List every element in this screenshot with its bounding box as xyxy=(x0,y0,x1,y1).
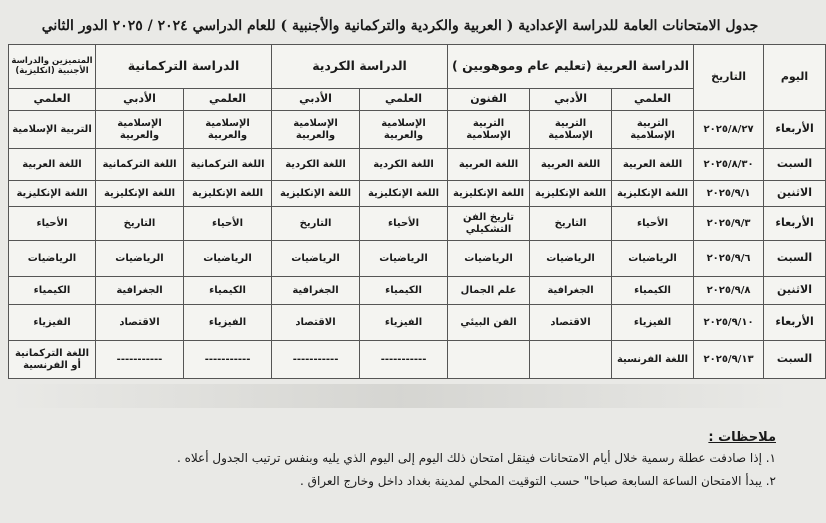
cell-date: ٢٠٢٥/٩/٦ xyxy=(694,241,764,277)
cell-subject: التربية الإسلامية xyxy=(448,111,530,149)
sub-header-arabic-scientific: العلمي xyxy=(612,89,694,111)
sub-header-kurdish-scientific: العلمي xyxy=(360,89,448,111)
cell-date: ٢٠٢٥/٨/٢٧ xyxy=(694,111,764,149)
cell-subject: اللغة الفرنسية xyxy=(612,341,694,379)
header-kurdish-group: الدراسة الكردية xyxy=(272,45,448,89)
cell-subject: اللغة الإنكليزية xyxy=(184,181,272,207)
cell-subject: الكيمياء xyxy=(184,277,272,305)
sub-header-arabic-arts: الفنون xyxy=(448,89,530,111)
header-turkmen-group: الدراسة التركمانية xyxy=(96,45,272,89)
table-row xyxy=(9,149,826,181)
cell-subject: الكيمياء xyxy=(9,277,96,305)
cell-subject: الإسلامية والعربية xyxy=(96,111,184,149)
cell-subject: اللغة الإنكليزية xyxy=(9,181,96,207)
page-title: جدول الامتحانات العامة للدراسة الإعدادية ( العربية والكردية والتركمانية والأجنبية ) للعام الدراسي ٢٠٢٤ / ٢٠٢٥ الدور الثاني xyxy=(41,18,759,34)
cell-subject: اللغة العربية xyxy=(612,149,694,181)
cell-day: الأربعاء xyxy=(764,305,826,341)
cell-subject xyxy=(530,341,612,379)
table-row xyxy=(9,341,826,379)
group-header-row xyxy=(9,45,826,89)
cell-day: السبت xyxy=(764,149,826,181)
table-row xyxy=(9,181,826,207)
table-row xyxy=(9,277,826,305)
notes-title: ملاحظات : xyxy=(708,430,776,445)
cell-subject: الرياضيات xyxy=(272,241,360,277)
cell-subject: اللغة العربية xyxy=(530,149,612,181)
cell-subject: الفيزياء xyxy=(184,305,272,341)
cell-subject: الرياضيات xyxy=(360,241,448,277)
table-row xyxy=(9,111,826,149)
page-shadow-band xyxy=(10,384,790,408)
cell-subject: ----------- xyxy=(272,341,360,379)
header-day: اليوم xyxy=(764,45,826,111)
cell-subject: الأحياء xyxy=(184,207,272,241)
cell-day: السبت xyxy=(764,341,826,379)
cell-subject: الجغرافية xyxy=(530,277,612,305)
cell-subject: اللغة الإنكليزية xyxy=(360,181,448,207)
cell-subject: اللغة الإنكليزية xyxy=(96,181,184,207)
cell-subject: اللغة الكردية xyxy=(272,149,360,181)
cell-subject: الرياضيات xyxy=(448,241,530,277)
sub-header-foreign-scientific: العلمي xyxy=(9,89,96,111)
cell-date: ٢٠٢٥/٩/٣ xyxy=(694,207,764,241)
cell-subject: اللغة الإنكليزية xyxy=(272,181,360,207)
cell-subject: الرياضيات xyxy=(184,241,272,277)
cell-subject: الفيزياء xyxy=(612,305,694,341)
cell-subject: اللغة الإنكليزية xyxy=(612,181,694,207)
cell-subject: اللغة التركمانية أو الفرنسية xyxy=(9,341,96,379)
note-item: ١. إذا صادفت عطلة رسمية خلال أيام الامتحانات فينقل امتحان ذلك اليوم إلى اليوم الذي يليه وبنفس ترتيب الجدول أعلاه . xyxy=(176,451,776,465)
cell-subject: الرياضيات xyxy=(9,241,96,277)
cell-subject: الاقتصاد xyxy=(96,305,184,341)
cell-subject: ----------- xyxy=(360,341,448,379)
cell-subject: التربية الإسلامية xyxy=(9,111,96,149)
cell-subject: التربية الإسلامية xyxy=(612,111,694,149)
cell-subject: الرياضيات xyxy=(530,241,612,277)
cell-day: الاثنين xyxy=(764,277,826,305)
header-date: التاريخ xyxy=(694,45,764,111)
cell-subject: الجغرافية xyxy=(96,277,184,305)
header-foreign-group: المتميزين والدراسة الأجنبية (انكليزية) xyxy=(9,45,96,89)
cell-subject: الكيمياء xyxy=(612,277,694,305)
cell-subject: الاقتصاد xyxy=(530,305,612,341)
cell-subject: الرياضيات xyxy=(612,241,694,277)
cell-subject: الجغرافية xyxy=(272,277,360,305)
cell-subject: ----------- xyxy=(184,341,272,379)
table-row xyxy=(9,207,826,241)
cell-subject: الأحياء xyxy=(612,207,694,241)
cell-day: الاثنين xyxy=(764,181,826,207)
cell-subject: الاقتصاد xyxy=(272,305,360,341)
cell-subject: الفيزياء xyxy=(9,305,96,341)
sub-header-turkmen-literary: الأدبي xyxy=(96,89,184,111)
note-item: ٢. يبدأ الامتحان الساعة السابعة صباحا" حسب التوقيت المحلي لمدينة بغداد داخل وخارج العراق . xyxy=(300,474,776,488)
cell-subject: اللغة التركمانية xyxy=(96,149,184,181)
cell-date: ٢٠٢٥/٨/٣٠ xyxy=(694,149,764,181)
cell-subject: الأحياء xyxy=(9,207,96,241)
cell-date: ٢٠٢٥/٩/١٣ xyxy=(694,341,764,379)
cell-subject: اللغة العربية xyxy=(448,149,530,181)
cell-subject: الإسلامية والعربية xyxy=(184,111,272,149)
cell-subject: الفن البيئي xyxy=(448,305,530,341)
cell-date: ٢٠٢٥/٩/١٠ xyxy=(694,305,764,341)
cell-subject: اللغة الإنكليزية xyxy=(448,181,530,207)
cell-subject: التاريخ xyxy=(530,207,612,241)
sub-header-arabic-literary: الأدبي xyxy=(530,89,612,111)
header-arabic-group: الدراسة العربية (تعليم عام وموهوبين ) xyxy=(448,45,694,89)
cell-subject: اللغة الكردية xyxy=(360,149,448,181)
cell-day: السبت xyxy=(764,241,826,277)
cell-subject: الإسلامية والعربية xyxy=(272,111,360,149)
cell-date: ٢٠٢٥/٩/١ xyxy=(694,181,764,207)
cell-subject xyxy=(448,341,530,379)
cell-subject: ----------- xyxy=(96,341,184,379)
cell-date: ٢٠٢٥/٩/٨ xyxy=(694,277,764,305)
sub-header-kurdish-literary: الأدبي xyxy=(272,89,360,111)
cell-subject: الفيزياء xyxy=(360,305,448,341)
table-row xyxy=(9,305,826,341)
cell-subject: علم الجمال xyxy=(448,277,530,305)
sub-header-turkmen-scientific: العلمي xyxy=(184,89,272,111)
cell-subject: التاريخ xyxy=(96,207,184,241)
cell-subject: اللغة العربية xyxy=(9,149,96,181)
cell-subject: التاريخ xyxy=(272,207,360,241)
cell-day: الأربعاء xyxy=(764,111,826,149)
cell-subject: اللغة الإنكليزية xyxy=(530,181,612,207)
cell-subject: الإسلامية والعربية xyxy=(360,111,448,149)
cell-day: الأربعاء xyxy=(764,207,826,241)
cell-subject: الكيمياء xyxy=(360,277,448,305)
cell-subject: التربية الإسلامية xyxy=(530,111,612,149)
cell-subject: الرياضيات xyxy=(96,241,184,277)
cell-subject: اللغة التركمانية xyxy=(184,149,272,181)
exam-schedule-table xyxy=(8,44,826,379)
table-row xyxy=(9,241,826,277)
cell-subject: تاريخ الفن التشكيلي xyxy=(448,207,530,241)
cell-subject: الأحياء xyxy=(360,207,448,241)
